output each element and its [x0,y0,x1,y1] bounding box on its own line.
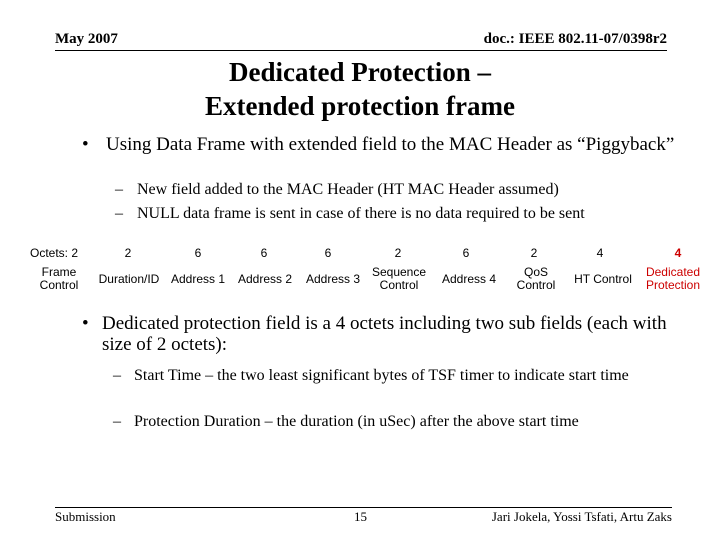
octet-count-highlight: 4 [674,246,682,260]
octet-count: 6 [260,246,268,260]
field-sequence-control: Sequence Control [371,265,427,292]
octet-count: 2 [530,246,538,260]
field-duration-id: Duration/ID [98,271,160,286]
header-divider [55,50,667,51]
footer-page-number: 15 [354,509,367,524]
octet-count: 2 [124,246,132,260]
sub-bullet-new-field [115,180,705,199]
octet-count: 6 [194,246,202,260]
sub-bullet-null-frame [115,204,705,223]
octet-count: 6 [324,246,332,260]
sub-bullet-start-time [113,366,693,385]
field-ht-control: HT Control [574,271,632,286]
sub-bullet-protection-duration [113,412,693,431]
field-qos-control: QoS Control [516,265,556,292]
footer-submission: Submission [55,509,116,524]
field-address-2: Address 2 [237,271,293,286]
octet-count: 6 [462,246,470,260]
header-date: May 2007 [55,31,118,47]
dash-icon: – [115,205,123,222]
slide-title [0,55,720,123]
octet-count: Octets: 2 [29,246,79,260]
bullet-dot-icon: • [82,313,89,334]
field-address-4: Address 4 [441,271,497,286]
bullet-protection-field [82,313,672,355]
title-line-1: Dedicated Protection – [229,57,491,87]
octet-count: 4 [596,246,604,260]
field-address-1: Address 1 [170,271,226,286]
dash-icon: – [115,181,123,198]
header-doc-id: doc.: IEEE 802.11-07/0398r2 [483,31,667,47]
sub-bullet-text: Start Time – the two least significant bytes of TSF timer to indicate start time [134,367,629,384]
field-address-3: Address 3 [305,271,361,286]
title-line-2: Extended protection frame [205,91,515,121]
sub-bullet-text: Protection Duration – the duration (in uSec) after the above start time [134,413,579,430]
octet-count: 2 [394,246,402,260]
bullet-piggyback [82,134,692,155]
bullet-text: Using Data Frame with extended field to the MAC Header as “Piggyback” [106,134,675,155]
dash-icon: – [113,367,121,384]
footer-authors: Jari Jokela, Yossi Tsfati, Artu Zaks [491,509,672,524]
field-dedicated-protection: Dedicated Protection [645,265,701,292]
bullet-dot-icon: • [82,134,89,155]
sub-bullet-text: New field added to the MAC Header (HT MAC Header assumed) [137,181,559,198]
footer-divider [55,507,672,508]
dash-icon: – [113,413,121,430]
field-frame-control: Frame Control [39,265,79,292]
bullet-text: Dedicated protection field is a 4 octets including two sub fields (each with size of 2 octets): [102,313,667,355]
sub-bullet-text: NULL data frame is sent in case of there is no data required to be sent [137,205,585,222]
